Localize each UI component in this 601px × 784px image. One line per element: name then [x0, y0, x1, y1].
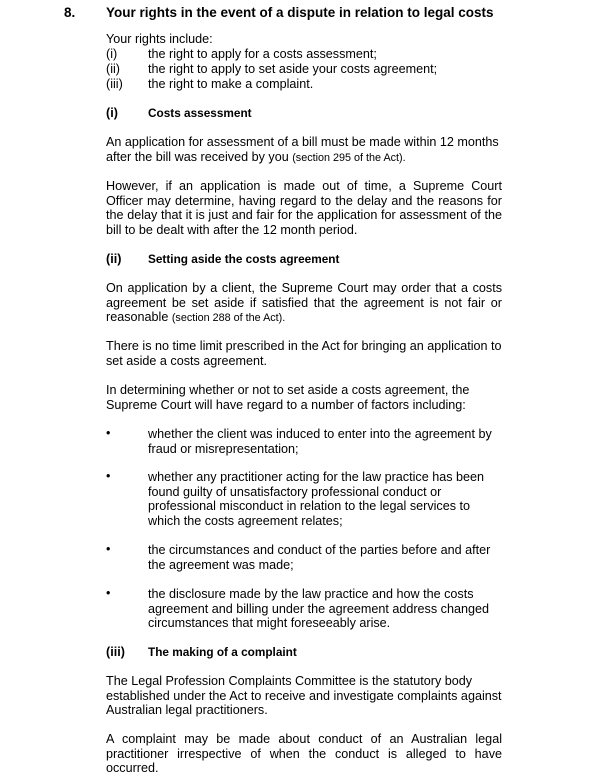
bullet-icon: • — [106, 586, 111, 600]
rights-list-text: the right to make a complaint. — [148, 77, 314, 91]
paragraph-assessment-deadline — [106, 135, 502, 165]
subheading-title: Setting aside the costs agreement — [148, 252, 340, 266]
bullet-text: the disclosure made by the law practice and how the costs agreement and billing under the agreement address changed circumstances that might foreseeably arise. — [148, 587, 489, 630]
paragraph-text: On application by a client, the Supreme Court may order that a costs agreement be set aside if satisfied that the agreement is not fair or reasonable — [106, 281, 502, 324]
section-reference: (section 288 of the Act). — [171, 312, 286, 324]
factor-bullet — [106, 587, 506, 632]
paragraph-complaint-timing: A complaint may be made about conduct of an Australian legal practitioner irrespective of when the conduct is alleged to have occurred. — [106, 732, 502, 775]
rights-list-text: the right to apply to set aside your costs agreement; — [148, 62, 438, 76]
bullet-text: the circumstances and conduct of the parties before and after the agreement was made; — [148, 543, 491, 572]
bullet-text: whether any practitioner acting for the law practice has been found guilty of unsatisfactory professional conduct or professional misconduct in relation to the legal services to which the costs agreement relates; — [148, 470, 485, 528]
rights-list-mark: (iii) — [106, 77, 123, 91]
factor-bullet — [106, 427, 506, 457]
rights-list-item — [106, 62, 506, 77]
subheading-title: Costs assessment — [148, 106, 252, 120]
bullet-icon: • — [106, 469, 111, 483]
section-number: 8. — [64, 5, 76, 20]
factor-bullet — [106, 543, 506, 573]
paragraph-set-aside-order — [106, 281, 502, 326]
subheading-costs-assessment — [106, 106, 506, 122]
subheading-title: The making of a complaint — [148, 645, 297, 659]
section-title: Your rights in the event of a dispute in relation to legal costs — [106, 5, 494, 20]
bullet-text: whether the client was induced to enter into the agreement by fraud or misrepresentation; — [148, 427, 492, 456]
rights-list-text: the right to apply for a costs assessment; — [148, 47, 377, 61]
rights-list-item — [106, 77, 506, 92]
subheading-setting-aside — [106, 252, 506, 268]
paragraph-committee: The Legal Profession Complaints Committee is the statutory body established under the Act to receive and investigate complaints against Australian legal practitioners. — [106, 674, 502, 717]
rights-lead: Your rights include: — [106, 32, 213, 46]
bullet-icon: • — [106, 426, 111, 440]
rights-list-item — [106, 47, 506, 62]
section-reference: (section 295 of the Act). — [292, 151, 406, 164]
paragraph-out-of-time: However, if an application is made out of time, a Supreme Court Officer may determine, having regard to the delay and the reasons for the delay that it is just and fair for the application for assessment of the bill to be dealt with after the 12 month period. — [106, 179, 502, 237]
rights-list-mark: (i) — [106, 47, 118, 61]
rights-list-mark: (ii) — [106, 62, 120, 76]
section-heading — [64, 5, 584, 23]
subheading-number: (ii) — [106, 252, 122, 266]
subheading-number: (i) — [106, 106, 118, 120]
subheading-making-complaint — [106, 645, 506, 661]
paragraph-no-time-limit: There is no time limit prescribed in the Act for bringing an application to set aside a costs agreement. — [106, 339, 502, 368]
subheading-number: (iii) — [106, 645, 125, 659]
paragraph-factors-lead: In determining whether or not to set aside a costs agreement, the Supreme Court will have regard to a number of factors including: — [106, 383, 470, 412]
factor-bullet — [106, 470, 506, 530]
paragraph-text: An application for assessment of a bill must be made within 12 months after the bill was received by you — [106, 135, 499, 164]
bullet-icon: • — [106, 542, 111, 556]
